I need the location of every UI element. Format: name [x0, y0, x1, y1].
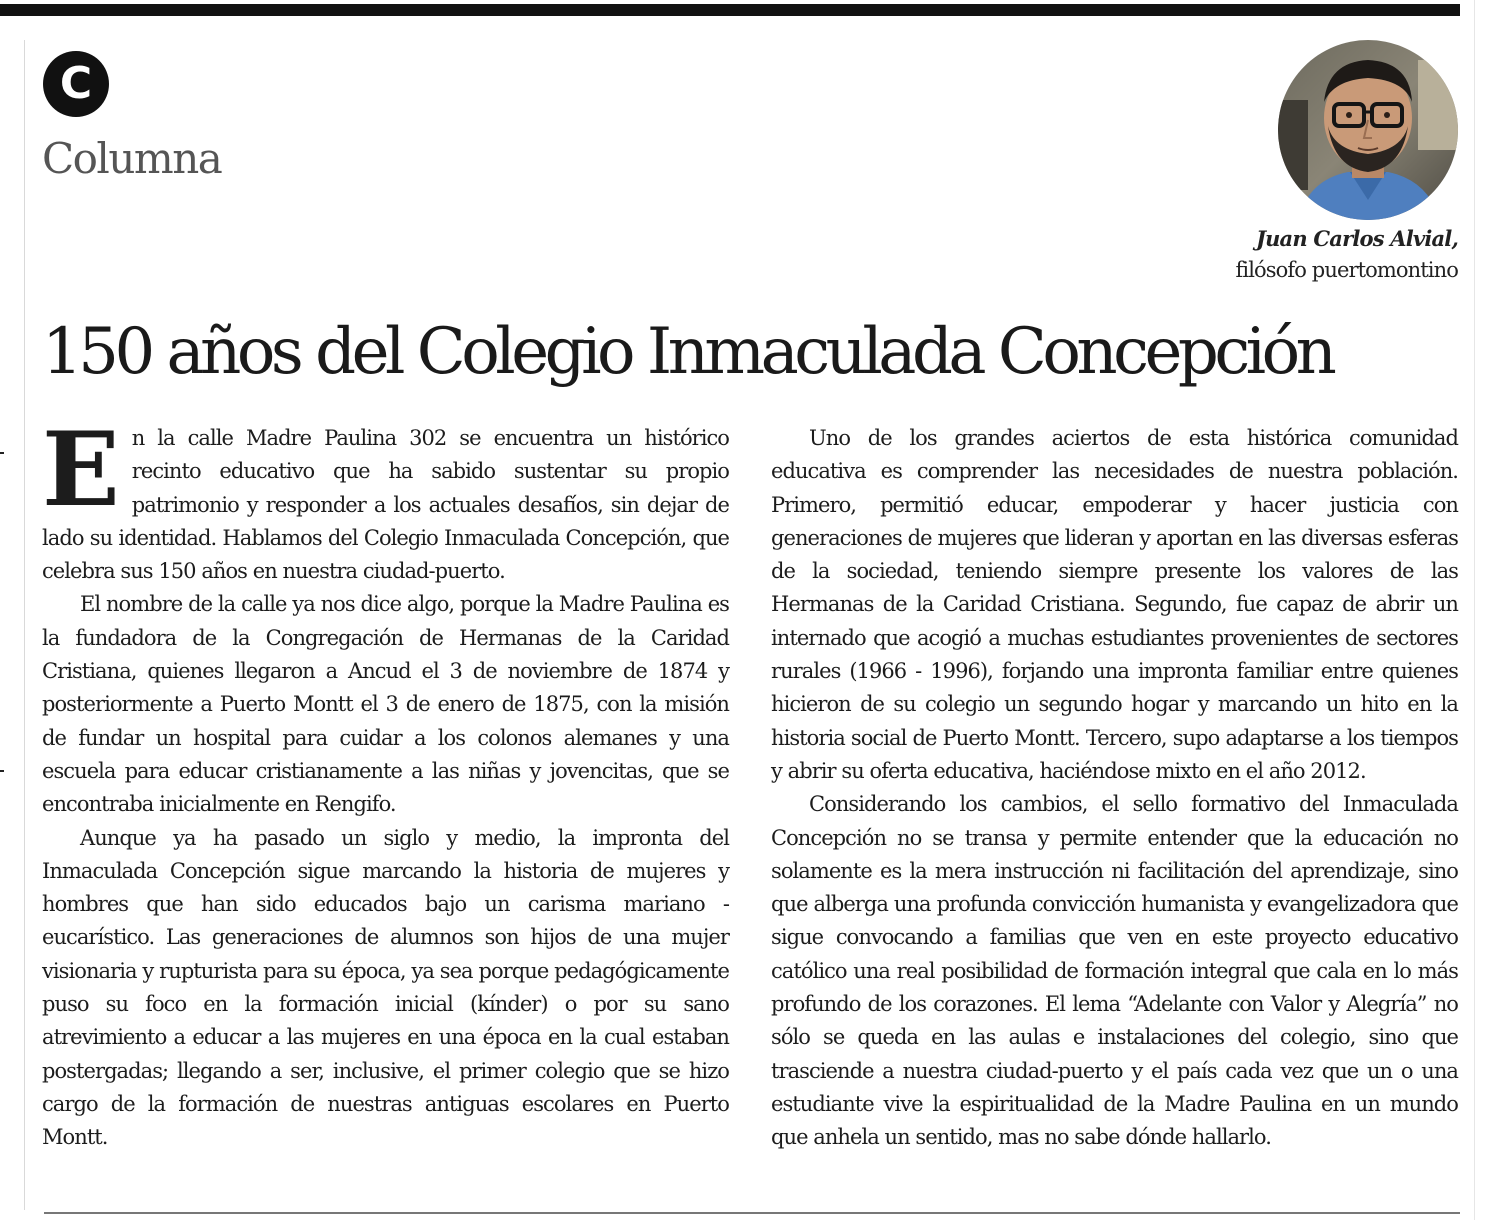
- author-name: Juan Carlos Alvial,: [1255, 226, 1458, 251]
- article-body: [42, 410, 1458, 1202]
- top-rule: [0, 4, 1460, 16]
- article-paragraph: Considerando los cambios, el sello formativo del Inmaculada Concepción no se transa y permite entender que la educación no solamente es la mera instrucción ni facilitación del aprendizaje, sino que alberga una profunda convicción humanista y evangelizadora que sigue convocando a familias que ven en este proyecto educativo católico una real posibilidad de formación integral que cala en lo más profundo de los corazones. El lema “Adelante con Valor y Alegría” no sólo se queda en las aulas e instalaciones del colegio, sino que trasciende a nuestra ciudad-puerto y el país cada vez que un o una estudiante vive la espiritualidad de la Madre Paulina en un mundo que anhela un sentido, mas no sabe dónde hallarlo.: [771, 792, 1458, 1150]
- bottom-rule: [44, 1212, 1460, 1214]
- right-edge-rule: [1474, 0, 1475, 1220]
- drop-cap: E: [42, 410, 120, 530]
- article-paragraph: El nombre de la calle ya nos dice algo, porque la Madre Paulina es la fundadora de la Congregación de Hermanas de la Caridad Cristiana, quienes llegaron a Ancud el 3 de noviembre de 1874 y posteriormente a Puerto Montt el 3 de enero de 1875, con la misión de fundar un hospital para cuidar a los colonos alemanes y una escuela para educar cristianamente a las niñas y jovencitas, que se encontraba inicialmente en Rengifo.: [42, 592, 729, 817]
- article-paragraph: Aunque ya ha pasado un siglo y medio, la impronta del Inmaculada Concepción sigue marcando la historia de mujeres y hombres que han sido educados bajo un carisma mariano - eucarístico. Las generaciones de alumnos son hijos de una mujer visionaria y rupturista para su época, ya sea porque pedagógicamente puso su foco en la formación inicial (kínder) o por su sano atrevimiento a educar a las mujeres en una época en la cual estaban postergadas; llegando a ser, inclusive, el primer colegio que se hizo cargo de la formación de nuestras antiguas escolares en Puerto Montt.: [42, 825, 729, 1150]
- section-label: Columna: [42, 134, 222, 183]
- margin-mark: [0, 452, 4, 454]
- author-role: filósofo puertomontino: [1235, 258, 1458, 282]
- left-column-rule: [24, 40, 25, 1210]
- section-badge: C: [43, 51, 109, 117]
- margin-mark: [0, 770, 4, 772]
- article-paragraph: En la calle Madre Paulina 302 se encuentra un histórico recinto educativo que ha sabido sustentar su propio patrimonio y responder a los actuales desafíos, sin dejar de lado su identidad. Hablamos del Colegio Inmaculada Concepción, que celebra sus 150 años en nuestra ciudad-puerto.: [42, 410, 729, 584]
- article-paragraph: Uno de los grandes aciertos de esta histórica comunidad educativa es comprender las necesidades de nuestra población. Primero, permitió educar, empoderar y hacer justicia con generaciones de mujeres que lideran y aportan en las diversas esferas de la sociedad, teniendo siempre presente los valores de las Hermanas de la Caridad Cristiana. Segundo, fue capaz de abrir un internado que acogió a muchas estudiantes provenientes de sectores rurales (1966 - 1996), forjando una impronta familiar entre quienes hicieron de su colegio un segundo hogar y marcando un hito en la historia social de Puerto Montt. Tercero, supo adaptarse a los tiempos y abrir su oferta educativa, haciéndose mixto en el año 2012.: [771, 426, 1458, 783]
- author-photo: [1278, 40, 1458, 220]
- article-headline: 150 años del Colegio Inmaculada Concepción: [42, 315, 1333, 389]
